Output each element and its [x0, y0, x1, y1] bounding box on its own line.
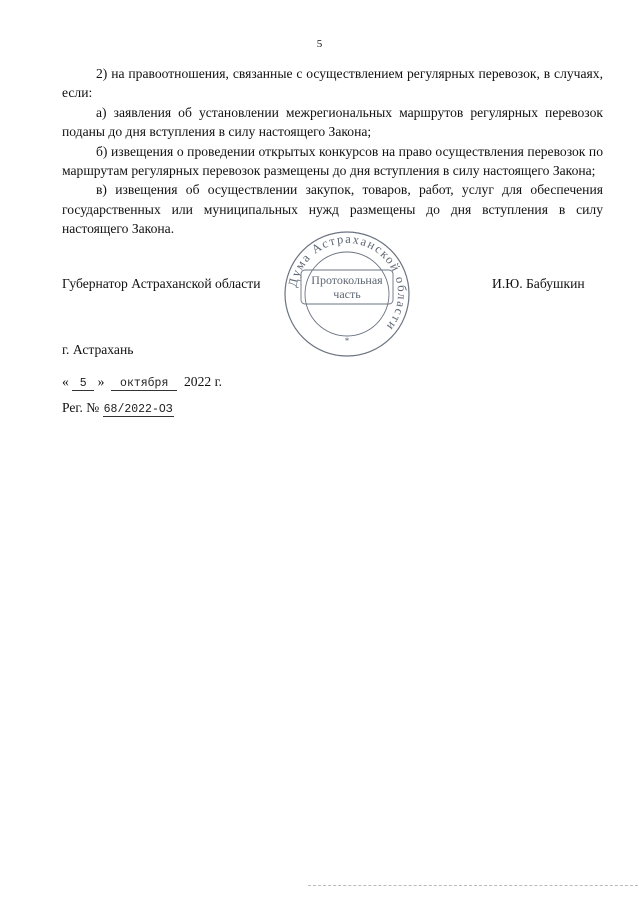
registration-number-line — [62, 400, 174, 417]
stamp-inner-text — [299, 273, 395, 301]
law-body-text — [62, 64, 603, 239]
date-year: 2022 г. — [184, 374, 223, 389]
date-day: 5 — [72, 377, 94, 391]
stamp-inner-line-2: часть — [333, 287, 361, 301]
stamp-star: * — [344, 336, 350, 346]
registration-label: Рег. № — [62, 400, 100, 415]
signatory-name: И.Ю. Бабушкин — [492, 276, 585, 291]
stamp-inner-line-1: Протокольная — [311, 273, 383, 287]
stamp-ring-text: Дума Астраханской области — [285, 231, 410, 335]
date-open-quote: « — [62, 374, 69, 389]
paragraph-2: 2) на правоотношения, связанные с осуществлением регулярных перевозок, в случаях, если: — [62, 66, 603, 101]
city: г. Астрахань — [62, 342, 134, 357]
signatory-position: Губернатор Астраханской области — [62, 276, 261, 291]
date-month: октября — [111, 377, 177, 391]
registration-number: 68/2022-ОЗ — [103, 403, 173, 416]
date-close-quote: » — [97, 374, 105, 389]
paragraph-b: б) извещения о проведении открытых конкурсов на право осуществления перевозок по маршрутам регулярных перевозок размещены до дня вступления в силу настоящего Закона; — [62, 143, 603, 179]
paragraph-a: а) заявления об установлении межрегиональных маршрутов регулярных перевозок поданы до дня вступления в силу настоящего Закона; — [62, 104, 603, 140]
paragraph-v: в) извещения об осуществлении закупок, товаров, работ, услуг для обеспечения государственных или муниципальных нужд размещены до дня вступления в силу настоящего Закона. — [62, 182, 603, 237]
signing-date — [62, 374, 222, 391]
footer-divider — [308, 885, 638, 886]
page-number: 5 — [316, 38, 323, 50]
